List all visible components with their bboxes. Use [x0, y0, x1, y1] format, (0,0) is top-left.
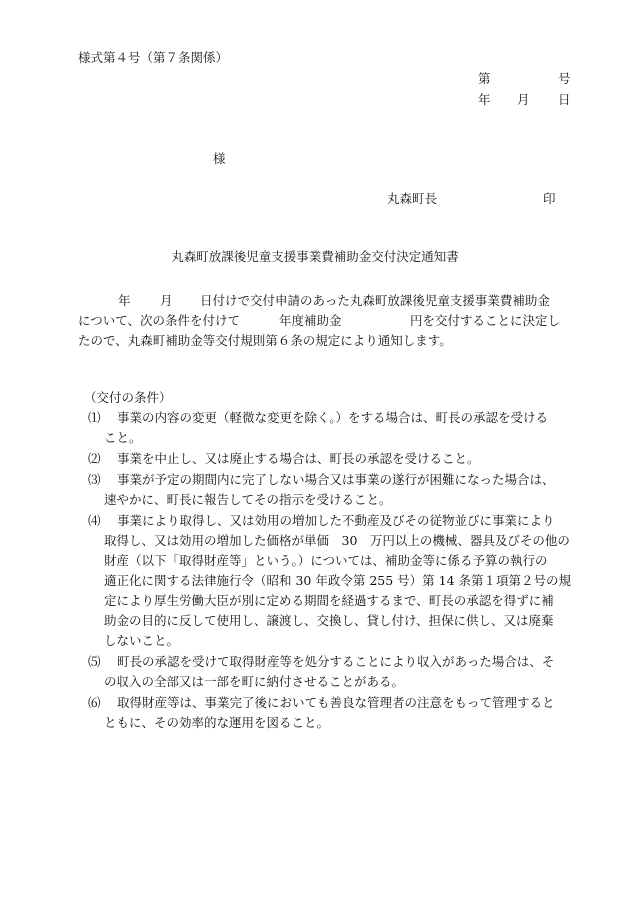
condition-4-number: ⑷ [88, 513, 101, 528]
condition-4-line-5: 定により厚生労働大臣が別に定める期間を経過するまで、町長の承認を得ずに補 [104, 593, 554, 608]
condition-1-line-2: こと。 [104, 430, 142, 445]
condition-1-number: ⑴ [88, 410, 101, 425]
body-year: 年 [118, 293, 131, 308]
seal-mark: 印 [543, 191, 556, 206]
body-line3: たので、丸森町補助金等交付規則第６条の規定により通知します。 [78, 333, 452, 348]
condition-4-line-2: 取得し、又は効用の増加した価格が単価 30 万円以上の機械、器具及びその他の [104, 533, 570, 548]
form-label: 様式第４号（第７条関係） [78, 50, 229, 65]
condition-3-line-1: 事業が予定の期間内に完了しない場合又は事業の遂行が困難になった場合は、 [117, 472, 555, 487]
body-line1-text: 日付けで交付申請のあった丸森町放課後児童支援事業費補助金 [200, 293, 550, 308]
body-line2-c: 円を交付することに決定し [410, 313, 561, 328]
condition-3-line-2: 速やかに、町長に報告してその指示を受けること。 [104, 492, 392, 507]
doc-number-suffix: 号 [558, 71, 571, 86]
condition-4-line-3: 財産（以下「取得財産等」という。）については、補助金等に係る予算の執行の [104, 553, 548, 568]
date-year: 年 [478, 92, 491, 107]
sender-name: 丸森町長 [387, 191, 438, 206]
condition-5-line-2: の収入の全部又は一部を町に納付させることがある。 [104, 674, 405, 689]
condition-2-number: ⑵ [88, 451, 101, 466]
conditions-heading: （交付の条件） [84, 390, 172, 405]
condition-3-number: ⑶ [88, 472, 101, 487]
body-month: 月 [160, 293, 173, 308]
condition-4-line-1: 事業により取得し、又は効用の増加した不動産及びその従物並びに事業により [117, 513, 555, 528]
document-title: 丸森町放課後児童支援事業費補助金交付決定通知書 [171, 249, 459, 264]
condition-4-line-4: 適正化に関する法律施行令（昭和 30 年政令第 255 号）第 14 条第１項第２号の規 [104, 573, 572, 588]
condition-4-line-6: 助金の目的に反して使用し、譲渡し、交換し、貸し付け、担保に供し、又は廃棄 [104, 613, 554, 628]
addressee-sama: 様 [213, 151, 226, 166]
date-day: 日 [558, 92, 571, 107]
condition-4-line-7: しないこと。 [104, 633, 180, 648]
body-line2-a: について、次の条件を付けて [78, 313, 241, 328]
condition-6-number: ⑹ [88, 695, 101, 710]
condition-5-number: ⑸ [88, 654, 101, 669]
condition-6-line-2: ともに、その効率的な運用を図ること。 [104, 715, 330, 730]
condition-5-line-1: 町長の承認を受けて取得財産等を処分することにより収入があった場合は、そ [117, 654, 555, 669]
condition-2-line-1: 事業を中止し、又は廃止する場合は、町長の承認を受けること。 [117, 451, 480, 466]
condition-1-line-1: 事業の内容の変更（軽微な変更を除く。）をする場合は、町長の承認を受ける [117, 410, 549, 425]
body-line2-b: 年度補助金 [279, 313, 342, 328]
condition-6-line-1: 取得財産等は、事業完了後においても善良な管理者の注意をもって管理すると [117, 695, 555, 710]
doc-number-prefix: 第 [478, 71, 491, 86]
date-month: 月 [517, 92, 530, 107]
